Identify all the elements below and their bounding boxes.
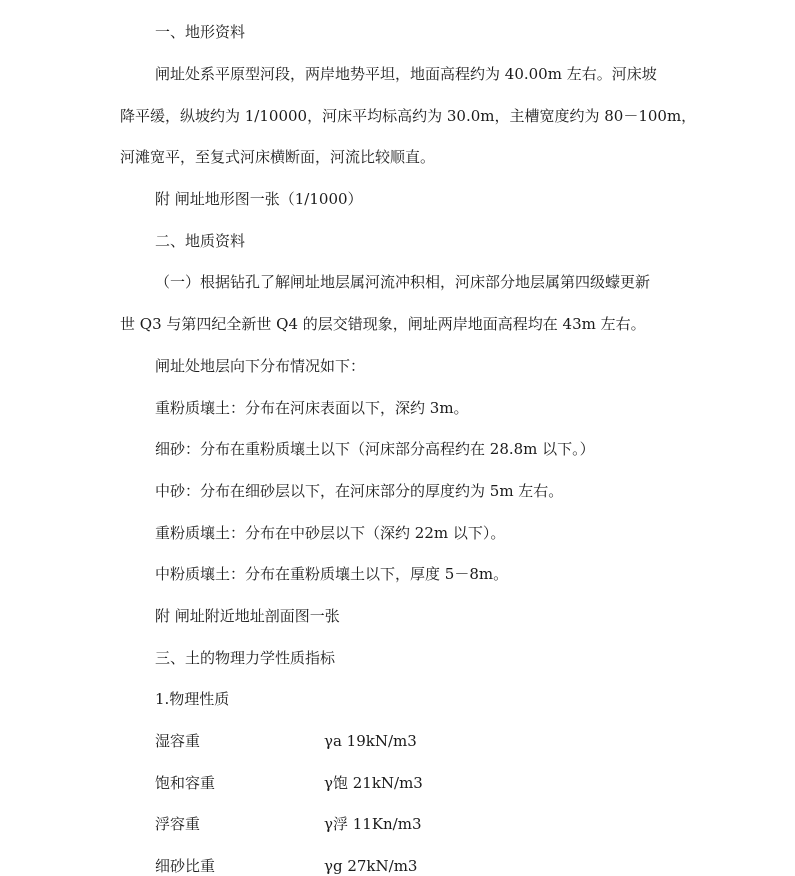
property-value: γg 27kN/m3: [324, 857, 418, 875]
geology-paragraph-line-1: （一）根据钻孔了解闸址地层属河流冲积相，河床部分地层属第四级蠓更新: [155, 273, 651, 291]
terrain-paragraph-line-2: 降平缓，纵坡约为 1/10000，河床平均标高约为 30.0m，主槽宽度约为 80－100m，: [120, 107, 697, 125]
section-heading-terrain: 一、地形资料: [155, 23, 246, 41]
geology-paragraph-line-2: 世 Q3 与第四纪全新世 Q4 的层交错现象，闸址两岸地面高程均在 43m 左右。: [120, 315, 646, 333]
geology-layer-item: 细砂：分布在重粉质壤土以下（河床部分高程约在 28.8m 以下。）: [155, 440, 595, 458]
geology-layers-intro: 闸址处地层向下分布情况如下：: [155, 357, 366, 375]
geology-layer-item: 中砂：分布在细砂层以下，在河床部分的厚度约为 5m 左右。: [155, 482, 564, 500]
section-heading-soil: 三、土的物理力学性质指标: [155, 649, 336, 667]
geology-layer-item: 重粉质壤土：分布在河床表面以下，深约 3m。: [155, 399, 469, 417]
geology-attachment-note: 附 闸址附近地址剖面图一张: [155, 607, 340, 625]
terrain-paragraph-line-1: 闸址处系平原型河段，两岸地势平坦，地面高程约为 40.00m 左右。河床坡: [155, 65, 657, 83]
terrain-attachment-note: 附 闸址地形图一张（1/1000）: [155, 190, 363, 208]
property-label: 湿容重: [155, 732, 201, 750]
geology-layer-item: 重粉质壤土：分布在中砂层以下（深约 22m 以下）。: [155, 524, 506, 542]
geology-layer-item: 中粉质壤土：分布在重粉质壤土以下，厚度 5－8m。: [155, 565, 509, 583]
property-label: 浮容重: [155, 815, 201, 833]
terrain-paragraph-line-3: 河滩宽平，至复式河床横断面，河流比较顺直。: [120, 148, 436, 166]
soil-subheading-physical: 1.物理性质: [155, 690, 230, 708]
property-value: γ浮 11Kn/m3: [324, 815, 422, 833]
property-value: γa 19kN/m3: [324, 732, 417, 750]
property-value: γ饱 21kN/m3: [324, 774, 423, 792]
section-heading-geology: 二、地质资料: [155, 232, 246, 250]
property-label: 饱和容重: [155, 774, 216, 792]
property-label: 细砂比重: [155, 857, 216, 875]
